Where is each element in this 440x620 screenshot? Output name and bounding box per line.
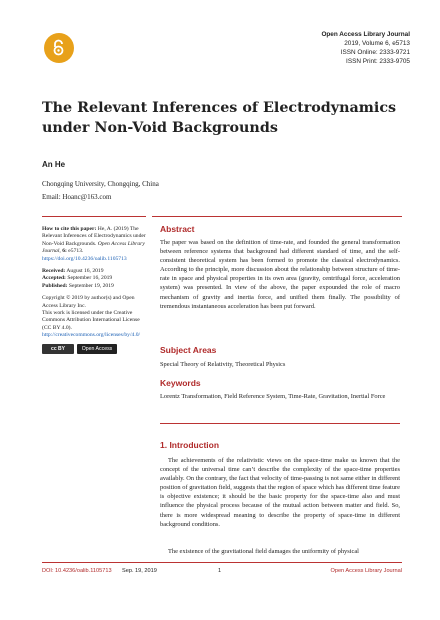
cite-journal: Open Access Library Journal, [42,240,145,255]
copyright-text: Copyright © 2019 by author(s) and Open Access Library Inc. [42,295,135,309]
author-name: An He [42,160,66,169]
footer-divider [42,562,402,563]
introduction-paragraph-1: The achievements of the relativistic views on the space-time make us known that the concept of the universal time can’t describe the complexity of the space-time properties availably. On the contrary, the fact that velocity of time-passing is not same either in different position of gravitation field, suggests that the region of space which has different time feature is objective existence; it should be the basic property for the space-time also and must influence the physical process because of the mutual action between matter and field. So, there is more widespread meaning to describe the property of space-time in different background conditions. [160,457,400,528]
divider-left [42,216,146,217]
cite-text: He, A. (2019) The Relevant Inferences of Electrodynamics under Non-Void Backgrounds. [42,226,146,247]
article-info-sidebar [42,226,150,354]
published-line [42,283,150,290]
title-line-2: under Non-Void Backgrounds [42,120,278,136]
subject-areas-heading: Subject Areas [160,345,217,355]
accepted-label: Accepted: [42,275,66,282]
received-date: August 16, 2019 [66,268,104,275]
divider-right [152,216,402,217]
author-email: Email: Hoanc@163.com [42,193,112,201]
citation-block [42,226,150,263]
introduction-paragraph-2: The existence of the gravitational field damages the uniformity of physical [168,548,359,555]
footer-date: Sep. 19, 2019 [122,568,157,574]
abstract-text: The paper was based on the definition of time-rate, and founded the general transformation between reference systems that background had different standard of time, and the self-consistent theoretical system has been formed to promote the classical electrodynamics. According to the principle, more discussion about the relationship between structure of time-rate in space and physical properties in its own area (gravity, centrifugal force, acceleration system) was presented. In view of the above, the paper expounded the role of macro mechanism of gravity and inertia force, and unified them finally. The possibility of tremendous instantaneous acceleration has been put forward. [160,239,400,310]
published-date: September 19, 2019 [68,282,114,289]
open-access-badge[interactable]: Open Access [77,344,117,354]
volume-line: 2019, Volume 6, e5713 [344,40,410,47]
footer-doi: DOI: 10.4236/oalib.1105713 [42,568,112,574]
keywords-text: Lorentz Transformation, Field Reference System, Time-Rate, Gravitation, Inertial Force [160,393,386,400]
cc-by-badge-icon[interactable]: cc BY [42,344,74,354]
issn-print: ISSN Print: 2333-9705 [346,58,410,65]
accepted-date: September 16, 2019 [67,275,113,282]
license-text: This work is licensed under the Creative Commons Attribution International License (CC BY 4.0). [42,310,140,331]
section-divider [160,423,400,424]
accepted-line [42,275,150,282]
article-title [42,98,402,138]
cite-volume: 6: [62,248,67,255]
title-line-1: The Relevant Inferences of Electrodynamics [42,100,397,116]
received-label: Received: [42,268,66,275]
subject-areas-text: Special Theory of Relativity, Theoretical Physics [160,361,286,368]
cite-label: How to cite this paper: [42,226,97,232]
abstract-heading: Abstract [160,224,195,234]
doi-link[interactable]: https://doi.org/10.4236/oalib.1105713 [42,255,127,262]
keywords-heading: Keywords [160,378,201,388]
cite-id: e5713. [68,248,84,255]
license-link[interactable]: http://creativecommons.org/licenses/by/4.0/ [42,332,141,339]
received-line [42,268,150,275]
open-access-lock-icon [51,39,66,56]
badges [42,344,150,354]
issn-online: ISSN Online: 2333-9721 [340,49,410,56]
footer-journal: Open Access Library Journal [330,568,402,574]
author-affiliation: Chongqing University, Chongqing, China [42,180,159,188]
introduction-heading: 1. Introduction [160,440,220,450]
journal-header [321,30,410,66]
journal-name: Open Access Library Journal [321,31,410,38]
published-label: Published: [42,282,68,289]
page-number: 1 [218,568,222,574]
